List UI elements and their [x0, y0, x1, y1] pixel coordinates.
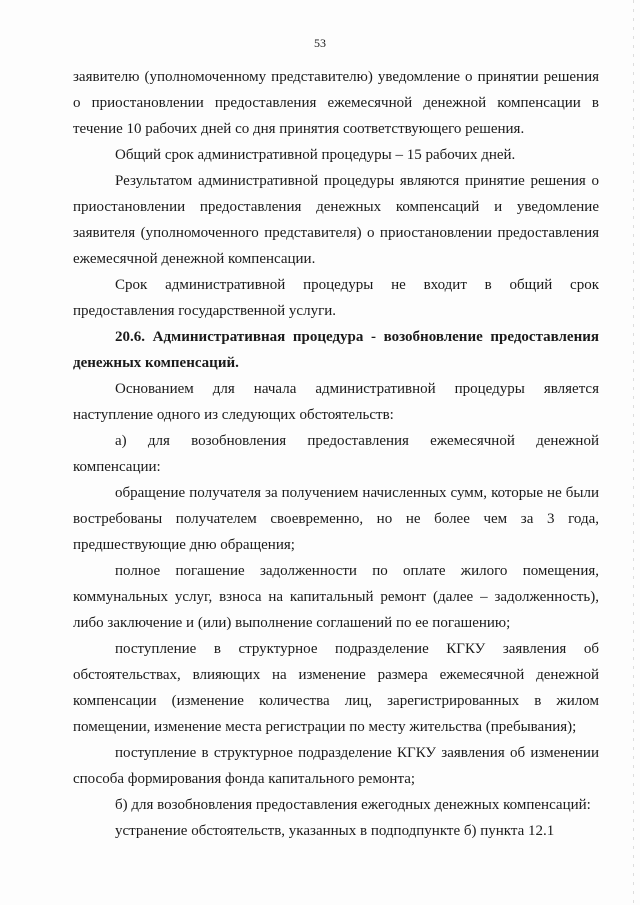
document-body [73, 64, 599, 844]
paragraph-3: Результатом административной процедуры являются принятие решения о приостановлении предоставления денежных компенсаций и уведомление заявителя (уполномоченного представителя) о приостановлении предоставления ежемесячной денежной компенсации. [73, 173, 599, 267]
scan-edge-line [633, 0, 634, 905]
page-number: 53 [314, 36, 326, 50]
paragraph-11: поступление в структурное подразделение КГКУ заявления об изменении способа формирования фонда капитального ремонта; [73, 745, 599, 787]
paragraph-7: а) для возобновления предоставления ежемесячной денежной компенсации: [73, 433, 599, 475]
paragraph-8: обращение получателя за получением начисленных сумм, которые не были востребованы получателем своевременно, но не более чем за 3 года, предшествующие дню обращения; [73, 485, 599, 553]
paragraph-6: Основанием для начала административной процедуры является наступление одного из следующих обстоятельств: [73, 381, 599, 423]
paragraph-12: б) для возобновления предоставления ежегодных денежных компенсаций: [115, 797, 591, 813]
paragraph-13: устранение обстоятельств, указанных в подподпункте б) пункта 12.1 [115, 823, 555, 839]
paragraph-2: Общий срок административной процедуры – 15 рабочих дней. [115, 147, 516, 163]
paragraph-10: поступление в структурное подразделение КГКУ заявления об обстоятельствах, влияющих на изменение размера ежемесячной денежной компенсации (изменение количества лиц, зарегистрированных в жилом помещении, изменение места регистрации по месту жительства (пребывания); [73, 641, 599, 735]
section-heading-20-6: 20.6. Административная процедура - возобновление предоставления денежных компенсаций. [73, 329, 599, 371]
paragraph-4: Срок административной процедуры не входит в общий срок предоставления государственной услуги. [73, 277, 599, 319]
paragraph-1: заявителю (уполномоченному представителю) уведомление о принятии решения о приостановлении предоставления ежемесячной денежной компенсации в течение 10 рабочих дней со дня принятия соответствующего решения. [73, 69, 599, 137]
paragraph-9: полное погашение задолженности по оплате жилого помещения, коммунальных услуг, взноса на капитальный ремонт (далее – задолженность), либо заключение и (или) выполнение соглашений по ее погашению; [73, 563, 599, 631]
